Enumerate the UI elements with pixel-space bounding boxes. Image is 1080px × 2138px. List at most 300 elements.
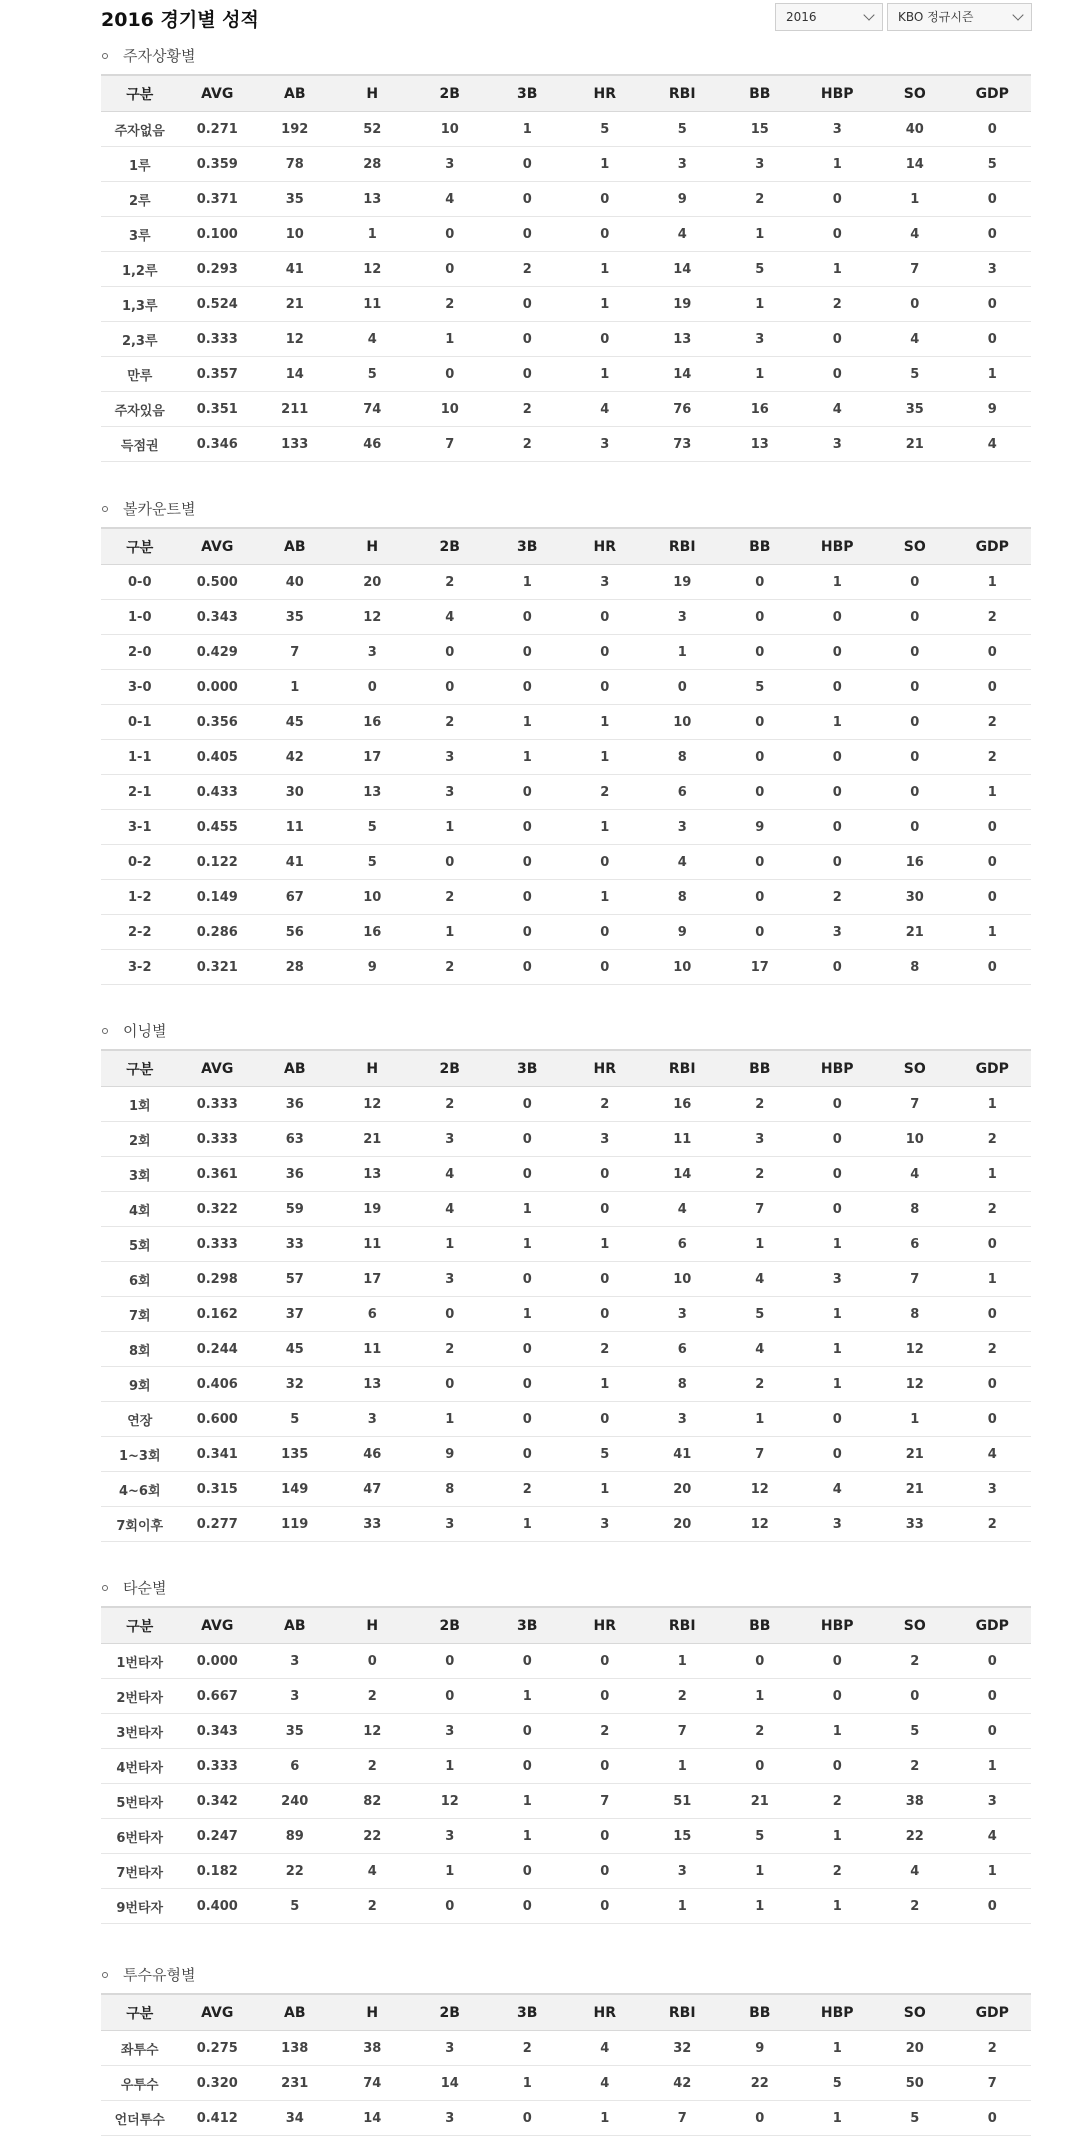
row-label: 1,2루 <box>101 252 179 287</box>
stat-cell: 1 <box>566 740 644 775</box>
stat-cell: 5 <box>799 2066 877 2101</box>
column-header: 2B <box>411 75 489 112</box>
table-row <box>101 1087 1031 1122</box>
stat-cell: 231 <box>256 2066 334 2101</box>
stat-cell: 20 <box>644 1507 722 1542</box>
stat-cell: 0 <box>799 845 877 880</box>
table-row <box>101 287 1031 322</box>
stat-cell: 0 <box>489 1714 567 1749</box>
stat-cell: 5 <box>644 112 722 147</box>
stat-cell: 1 <box>954 1749 1032 1784</box>
stat-cell: 0.361 <box>179 1157 257 1192</box>
stat-cell: 0 <box>721 1644 799 1679</box>
stat-cell: 19 <box>334 1192 412 1227</box>
stat-cell: 14 <box>644 252 722 287</box>
row-label: 5회 <box>101 1227 179 1262</box>
stat-cell: 0 <box>954 217 1032 252</box>
stat-cell: 1 <box>799 147 877 182</box>
row-label: 7회이후 <box>101 1507 179 1542</box>
stat-cell: 4 <box>566 2031 644 2066</box>
stat-cell: 45 <box>256 705 334 740</box>
table-row <box>101 1644 1031 1679</box>
stat-cell: 0.341 <box>179 1437 257 1472</box>
column-header: 구분 <box>101 528 179 565</box>
column-header: SO <box>876 1050 954 1087</box>
stat-cell: 0 <box>954 2101 1032 2136</box>
stat-cell: 3 <box>721 147 799 182</box>
stat-cell: 0 <box>799 810 877 845</box>
stat-cell: 0 <box>799 740 877 775</box>
stat-cell: 0 <box>566 1157 644 1192</box>
stat-cell: 1 <box>954 565 1032 600</box>
column-header: HBP <box>799 75 877 112</box>
stat-cell: 0 <box>411 1367 489 1402</box>
stat-cell: 5 <box>334 357 412 392</box>
table-row <box>101 880 1031 915</box>
row-label: 연장 <box>101 1402 179 1437</box>
stat-cell: 0.275 <box>179 2031 257 2066</box>
stat-cell: 0.322 <box>179 1192 257 1227</box>
stat-cell: 0 <box>411 635 489 670</box>
stat-cell: 0.524 <box>179 287 257 322</box>
bullet-icon <box>102 1585 108 1591</box>
stat-cell: 2 <box>799 880 877 915</box>
stat-cell: 0 <box>566 1854 644 1889</box>
stat-cell: 56 <box>256 915 334 950</box>
stat-cell: 1 <box>566 147 644 182</box>
stat-cell: 0 <box>876 635 954 670</box>
row-label: 0-0 <box>101 565 179 600</box>
column-header: HR <box>566 1994 644 2031</box>
stat-cell: 4 <box>411 1192 489 1227</box>
stat-cell: 50 <box>876 2066 954 2101</box>
stat-cell: 0 <box>489 2101 567 2136</box>
stat-cell: 30 <box>876 880 954 915</box>
stat-cell: 2 <box>489 2031 567 2066</box>
stat-cell: 1 <box>721 217 799 252</box>
stat-cell: 2 <box>799 1784 877 1819</box>
stat-cell: 7 <box>256 635 334 670</box>
table-row <box>101 845 1031 880</box>
stat-cell: 8 <box>876 1192 954 1227</box>
stat-cell: 1 <box>566 357 644 392</box>
stat-cell: 240 <box>256 1784 334 1819</box>
stat-cell: 0 <box>566 915 644 950</box>
stat-cell: 1 <box>566 1472 644 1507</box>
stat-cell: 0 <box>489 1122 567 1157</box>
stat-cell: 10 <box>644 705 722 740</box>
column-header: 2B <box>411 1994 489 2031</box>
column-header: AB <box>256 1607 334 1644</box>
stat-cell: 3 <box>721 322 799 357</box>
stat-cell: 1 <box>489 1819 567 1854</box>
stat-cell: 32 <box>256 1367 334 1402</box>
row-label: 우투수 <box>101 2066 179 2101</box>
stat-cell: 38 <box>876 1784 954 1819</box>
year-select[interactable] <box>775 3 883 31</box>
section-ball-count <box>101 491 1031 985</box>
stat-cell: 0.000 <box>179 1644 257 1679</box>
stat-cell: 2 <box>334 1679 412 1714</box>
stat-cell: 3 <box>799 427 877 462</box>
stat-cell: 20 <box>334 565 412 600</box>
column-header: AB <box>256 75 334 112</box>
stat-cell: 0.320 <box>179 2066 257 2101</box>
stat-cell: 0 <box>489 1087 567 1122</box>
table-header-row <box>101 1607 1031 1644</box>
stat-cell: 22 <box>721 2066 799 2101</box>
stat-cell: 0 <box>954 1889 1032 1924</box>
table-row <box>101 1262 1031 1297</box>
table-row <box>101 357 1031 392</box>
stat-cell: 0 <box>799 182 877 217</box>
stat-cell: 7 <box>721 1192 799 1227</box>
stat-cell: 0 <box>721 1749 799 1784</box>
stat-cell: 8 <box>644 880 722 915</box>
stat-cell: 12 <box>876 1332 954 1367</box>
stat-cell: 2 <box>411 880 489 915</box>
stat-cell: 34 <box>256 2101 334 2136</box>
stat-cell: 192 <box>256 112 334 147</box>
stat-cell: 0.357 <box>179 357 257 392</box>
stat-cell: 12 <box>721 1507 799 1542</box>
table-row <box>101 775 1031 810</box>
stat-cell: 0 <box>566 322 644 357</box>
stat-cell: 12 <box>334 1087 412 1122</box>
stat-cell: 1 <box>799 565 877 600</box>
row-label: 언더투수 <box>101 2101 179 2136</box>
stat-cell: 0 <box>954 287 1032 322</box>
stat-cell: 0 <box>954 670 1032 705</box>
table-row <box>101 810 1031 845</box>
season-select[interactable] <box>887 3 1032 31</box>
stat-cell: 1 <box>489 1784 567 1819</box>
row-label: 0-1 <box>101 705 179 740</box>
stat-cell: 2 <box>411 565 489 600</box>
stat-cell: 3 <box>566 1122 644 1157</box>
column-header: RBI <box>644 75 722 112</box>
section-title-text: 볼카운트별 <box>123 500 196 518</box>
stat-cell: 5 <box>876 357 954 392</box>
page-title: 2016 경기별 성적 <box>101 9 259 31</box>
stat-cell: 1 <box>489 705 567 740</box>
stat-cell: 0 <box>954 880 1032 915</box>
stat-cell: 2 <box>954 740 1032 775</box>
stat-cell: 0 <box>411 845 489 880</box>
stat-cell: 2 <box>954 1122 1032 1157</box>
stat-cell: 16 <box>721 392 799 427</box>
stat-cell: 12 <box>334 1714 412 1749</box>
stat-cell: 3 <box>256 1679 334 1714</box>
table-row <box>101 427 1031 462</box>
stat-cell: 1 <box>954 1087 1032 1122</box>
stat-cell: 4 <box>876 217 954 252</box>
stat-cell: 7 <box>644 2101 722 2136</box>
stat-cell: 2 <box>411 287 489 322</box>
stat-cell: 0 <box>799 950 877 985</box>
stat-cell: 5 <box>876 1714 954 1749</box>
stat-cell: 0 <box>489 1749 567 1784</box>
section-pitcher-type <box>101 1957 1031 2136</box>
stat-cell: 1 <box>799 252 877 287</box>
column-header: 3B <box>489 1050 567 1087</box>
stat-cell: 0.343 <box>179 600 257 635</box>
stat-cell: 0.321 <box>179 950 257 985</box>
stat-cell: 20 <box>644 1472 722 1507</box>
stat-cell: 0 <box>566 1192 644 1227</box>
stat-cell: 1 <box>876 1402 954 1437</box>
stat-cell: 0 <box>489 635 567 670</box>
stat-cell: 1 <box>799 1227 877 1262</box>
stat-cell: 0 <box>411 357 489 392</box>
column-header: AB <box>256 528 334 565</box>
stat-cell: 2 <box>411 950 489 985</box>
stat-cell: 0.351 <box>179 392 257 427</box>
stat-cell: 41 <box>644 1437 722 1472</box>
stat-cell: 5 <box>566 112 644 147</box>
stat-cell: 4 <box>334 322 412 357</box>
table-row <box>101 112 1031 147</box>
stat-cell: 4 <box>644 845 722 880</box>
stat-cell: 0 <box>954 322 1032 357</box>
stat-cell: 2 <box>876 1889 954 1924</box>
column-header: SO <box>876 1607 954 1644</box>
stat-cell: 2 <box>489 427 567 462</box>
stat-cell: 5 <box>566 1437 644 1472</box>
stat-cell: 0.500 <box>179 565 257 600</box>
stat-cell: 3 <box>644 810 722 845</box>
stats-table <box>101 1049 1031 1542</box>
stat-cell: 0 <box>566 1819 644 1854</box>
table-row <box>101 1714 1031 1749</box>
stat-cell: 1 <box>799 1714 877 1749</box>
table-row <box>101 1472 1031 1507</box>
stat-cell: 46 <box>334 427 412 462</box>
stat-cell: 1 <box>489 2066 567 2101</box>
stat-cell: 2 <box>954 2031 1032 2066</box>
stat-cell: 41 <box>256 845 334 880</box>
stat-cell: 42 <box>256 740 334 775</box>
stat-cell: 14 <box>644 1157 722 1192</box>
stat-cell: 0 <box>876 670 954 705</box>
column-header: HR <box>566 1050 644 1087</box>
stat-cell: 1 <box>799 1889 877 1924</box>
stat-cell: 3 <box>954 1472 1032 1507</box>
stat-cell: 0 <box>876 600 954 635</box>
table-row <box>101 1332 1031 1367</box>
stat-cell: 0 <box>566 182 644 217</box>
stat-cell: 2 <box>721 1714 799 1749</box>
stat-cell: 0 <box>489 1157 567 1192</box>
stat-cell: 67 <box>256 880 334 915</box>
stat-cell: 1 <box>954 357 1032 392</box>
stat-cell: 7 <box>644 1714 722 1749</box>
stat-cell: 0 <box>954 950 1032 985</box>
stat-cell: 6 <box>644 1332 722 1367</box>
stat-cell: 0 <box>566 950 644 985</box>
stat-cell: 2 <box>954 600 1032 635</box>
table-row <box>101 705 1031 740</box>
stat-cell: 1 <box>799 705 877 740</box>
stat-cell: 5 <box>334 845 412 880</box>
stat-cell: 16 <box>334 915 412 950</box>
stat-cell: 11 <box>334 1332 412 1367</box>
row-label: 2-2 <box>101 915 179 950</box>
stat-cell: 0 <box>334 670 412 705</box>
stat-cell: 2 <box>334 1889 412 1924</box>
stat-cell: 0 <box>799 1157 877 1192</box>
stat-cell: 0 <box>644 670 722 705</box>
stat-cell: 3 <box>799 1507 877 1542</box>
stat-cell: 1 <box>411 1227 489 1262</box>
stat-cell: 10 <box>256 217 334 252</box>
row-label: 2회 <box>101 1122 179 1157</box>
stat-cell: 10 <box>334 880 412 915</box>
stat-cell: 1 <box>721 1679 799 1714</box>
table-row <box>101 1437 1031 1472</box>
stat-cell: 0 <box>566 600 644 635</box>
stat-cell: 0 <box>489 950 567 985</box>
stat-cell: 0 <box>954 1402 1032 1437</box>
stat-cell: 4 <box>411 182 489 217</box>
stat-cell: 7 <box>876 252 954 287</box>
stat-cell: 0 <box>799 217 877 252</box>
stat-cell: 0.315 <box>179 1472 257 1507</box>
stat-cell: 22 <box>256 1854 334 1889</box>
row-label: 2,3루 <box>101 322 179 357</box>
stat-cell: 6 <box>334 1297 412 1332</box>
stat-cell: 1 <box>799 1332 877 1367</box>
stat-cell: 0.277 <box>179 1507 257 1542</box>
stat-cell: 1 <box>566 810 644 845</box>
stat-cell: 15 <box>721 112 799 147</box>
stat-cell: 14 <box>334 2101 412 2136</box>
stat-cell: 0 <box>489 1854 567 1889</box>
stat-cell: 0.293 <box>179 252 257 287</box>
table-row <box>101 1819 1031 1854</box>
stat-cell: 2 <box>721 1157 799 1192</box>
column-header: AVG <box>179 1994 257 2031</box>
stat-cell: 3 <box>411 2101 489 2136</box>
stat-cell: 133 <box>256 427 334 462</box>
stat-cell: 0 <box>566 1262 644 1297</box>
stat-cell: 0 <box>411 1679 489 1714</box>
stat-cell: 1 <box>721 1402 799 1437</box>
stat-cell: 0.406 <box>179 1367 257 1402</box>
stat-cell: 1 <box>411 915 489 950</box>
stat-cell: 74 <box>334 2066 412 2101</box>
stat-cell: 3 <box>566 1507 644 1542</box>
stat-cell: 0 <box>721 740 799 775</box>
year-select-value: 2016 <box>786 10 817 24</box>
stat-cell: 0 <box>954 1714 1032 1749</box>
column-header: RBI <box>644 1994 722 2031</box>
stat-cell: 2 <box>411 1332 489 1367</box>
stat-cell: 17 <box>334 1262 412 1297</box>
stat-cell: 0.298 <box>179 1262 257 1297</box>
row-label: 4~6회 <box>101 1472 179 1507</box>
row-label: 2루 <box>101 182 179 217</box>
stat-cell: 0 <box>334 1644 412 1679</box>
section-title <box>101 1013 1031 1049</box>
stat-cell: 149 <box>256 1472 334 1507</box>
stat-cell: 1 <box>954 1157 1032 1192</box>
stat-cell: 4 <box>876 322 954 357</box>
column-header: GDP <box>954 75 1032 112</box>
row-label: 1~3회 <box>101 1437 179 1472</box>
table-row <box>101 2101 1031 2136</box>
stat-cell: 0 <box>411 1297 489 1332</box>
stat-cell: 21 <box>876 1472 954 1507</box>
stat-cell: 8 <box>876 1297 954 1332</box>
stat-cell: 3 <box>334 635 412 670</box>
stat-cell: 0.333 <box>179 322 257 357</box>
stat-cell: 1 <box>954 915 1032 950</box>
stat-cell: 0 <box>799 1402 877 1437</box>
stat-cell: 33 <box>334 1507 412 1542</box>
stat-cell: 3 <box>799 915 877 950</box>
stat-cell: 4 <box>876 1157 954 1192</box>
stat-cell: 0 <box>799 1087 877 1122</box>
table-row <box>101 1367 1031 1402</box>
stat-cell: 1 <box>489 1679 567 1714</box>
stat-cell: 2 <box>566 1087 644 1122</box>
stat-cell: 0 <box>489 775 567 810</box>
stat-cell: 0 <box>566 1679 644 1714</box>
stat-cell: 2 <box>721 1367 799 1402</box>
stat-cell: 9 <box>721 810 799 845</box>
section-title <box>101 491 1031 527</box>
table-row <box>101 1749 1031 1784</box>
stat-cell: 2 <box>644 1679 722 1714</box>
stat-cell: 4 <box>644 217 722 252</box>
stat-cell: 0.333 <box>179 1227 257 1262</box>
table-row <box>101 600 1031 635</box>
stat-cell: 3 <box>644 1854 722 1889</box>
stat-cell: 33 <box>256 1227 334 1262</box>
table-row <box>101 915 1031 950</box>
stat-cell: 1 <box>721 357 799 392</box>
row-label: 만루 <box>101 357 179 392</box>
column-header: 2B <box>411 528 489 565</box>
stat-cell: 0 <box>954 112 1032 147</box>
stat-cell: 1 <box>411 322 489 357</box>
stat-cell: 1 <box>566 1367 644 1402</box>
stat-cell: 0 <box>489 287 567 322</box>
stat-cell: 1 <box>489 1507 567 1542</box>
column-header: HBP <box>799 1994 877 2031</box>
column-header: BB <box>721 528 799 565</box>
stat-cell: 19 <box>644 565 722 600</box>
stat-cell: 0 <box>799 635 877 670</box>
table-row <box>101 392 1031 427</box>
table-row <box>101 2066 1031 2101</box>
stat-cell: 2 <box>954 1192 1032 1227</box>
column-header: 3B <box>489 75 567 112</box>
table-row <box>101 1157 1031 1192</box>
stat-cell: 2 <box>489 252 567 287</box>
section-title-text: 이닝별 <box>123 1022 167 1040</box>
column-header: SO <box>876 1994 954 2031</box>
row-label: 9회 <box>101 1367 179 1402</box>
stat-cell: 63 <box>256 1122 334 1157</box>
stat-cell: 0 <box>489 810 567 845</box>
table-row <box>101 950 1031 985</box>
section-title <box>101 1957 1031 1993</box>
stat-cell: 3 <box>411 1507 489 1542</box>
section-title <box>101 38 1031 74</box>
stat-cell: 0 <box>489 1644 567 1679</box>
